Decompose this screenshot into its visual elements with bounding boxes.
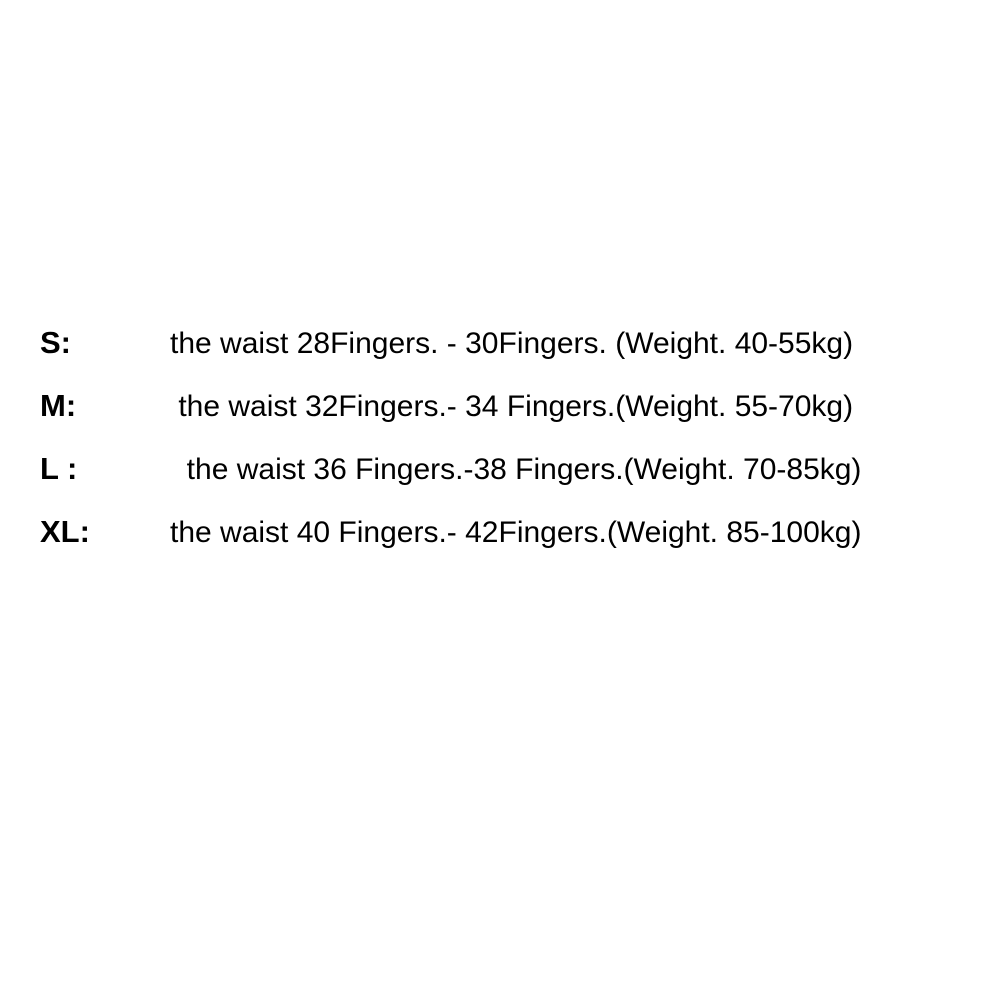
- size-description-m: the waist 32Fingers.- 34 Fingers.(Weight. 55-70kg): [145, 390, 854, 423]
- list-item: [40, 325, 980, 388]
- size-description-l: the waist 36 Fingers.-38 Fingers.(Weight. 70-85kg): [145, 453, 862, 486]
- list-item: [40, 388, 980, 451]
- size-label-l: L :: [40, 451, 78, 486]
- size-label-xl: XL:: [40, 514, 90, 549]
- size-label-s: S:: [40, 325, 71, 360]
- list-item: [40, 451, 980, 514]
- size-description-xl: the waist 40 Fingers.- 42Fingers.(Weight. 85-100kg): [145, 516, 862, 549]
- size-description-s: the waist 28Fingers. - 30Fingers. (Weight. 40-55kg): [145, 327, 854, 360]
- size-label-m: M:: [40, 388, 77, 423]
- size-chart-list: [40, 325, 980, 577]
- list-item: [40, 514, 980, 577]
